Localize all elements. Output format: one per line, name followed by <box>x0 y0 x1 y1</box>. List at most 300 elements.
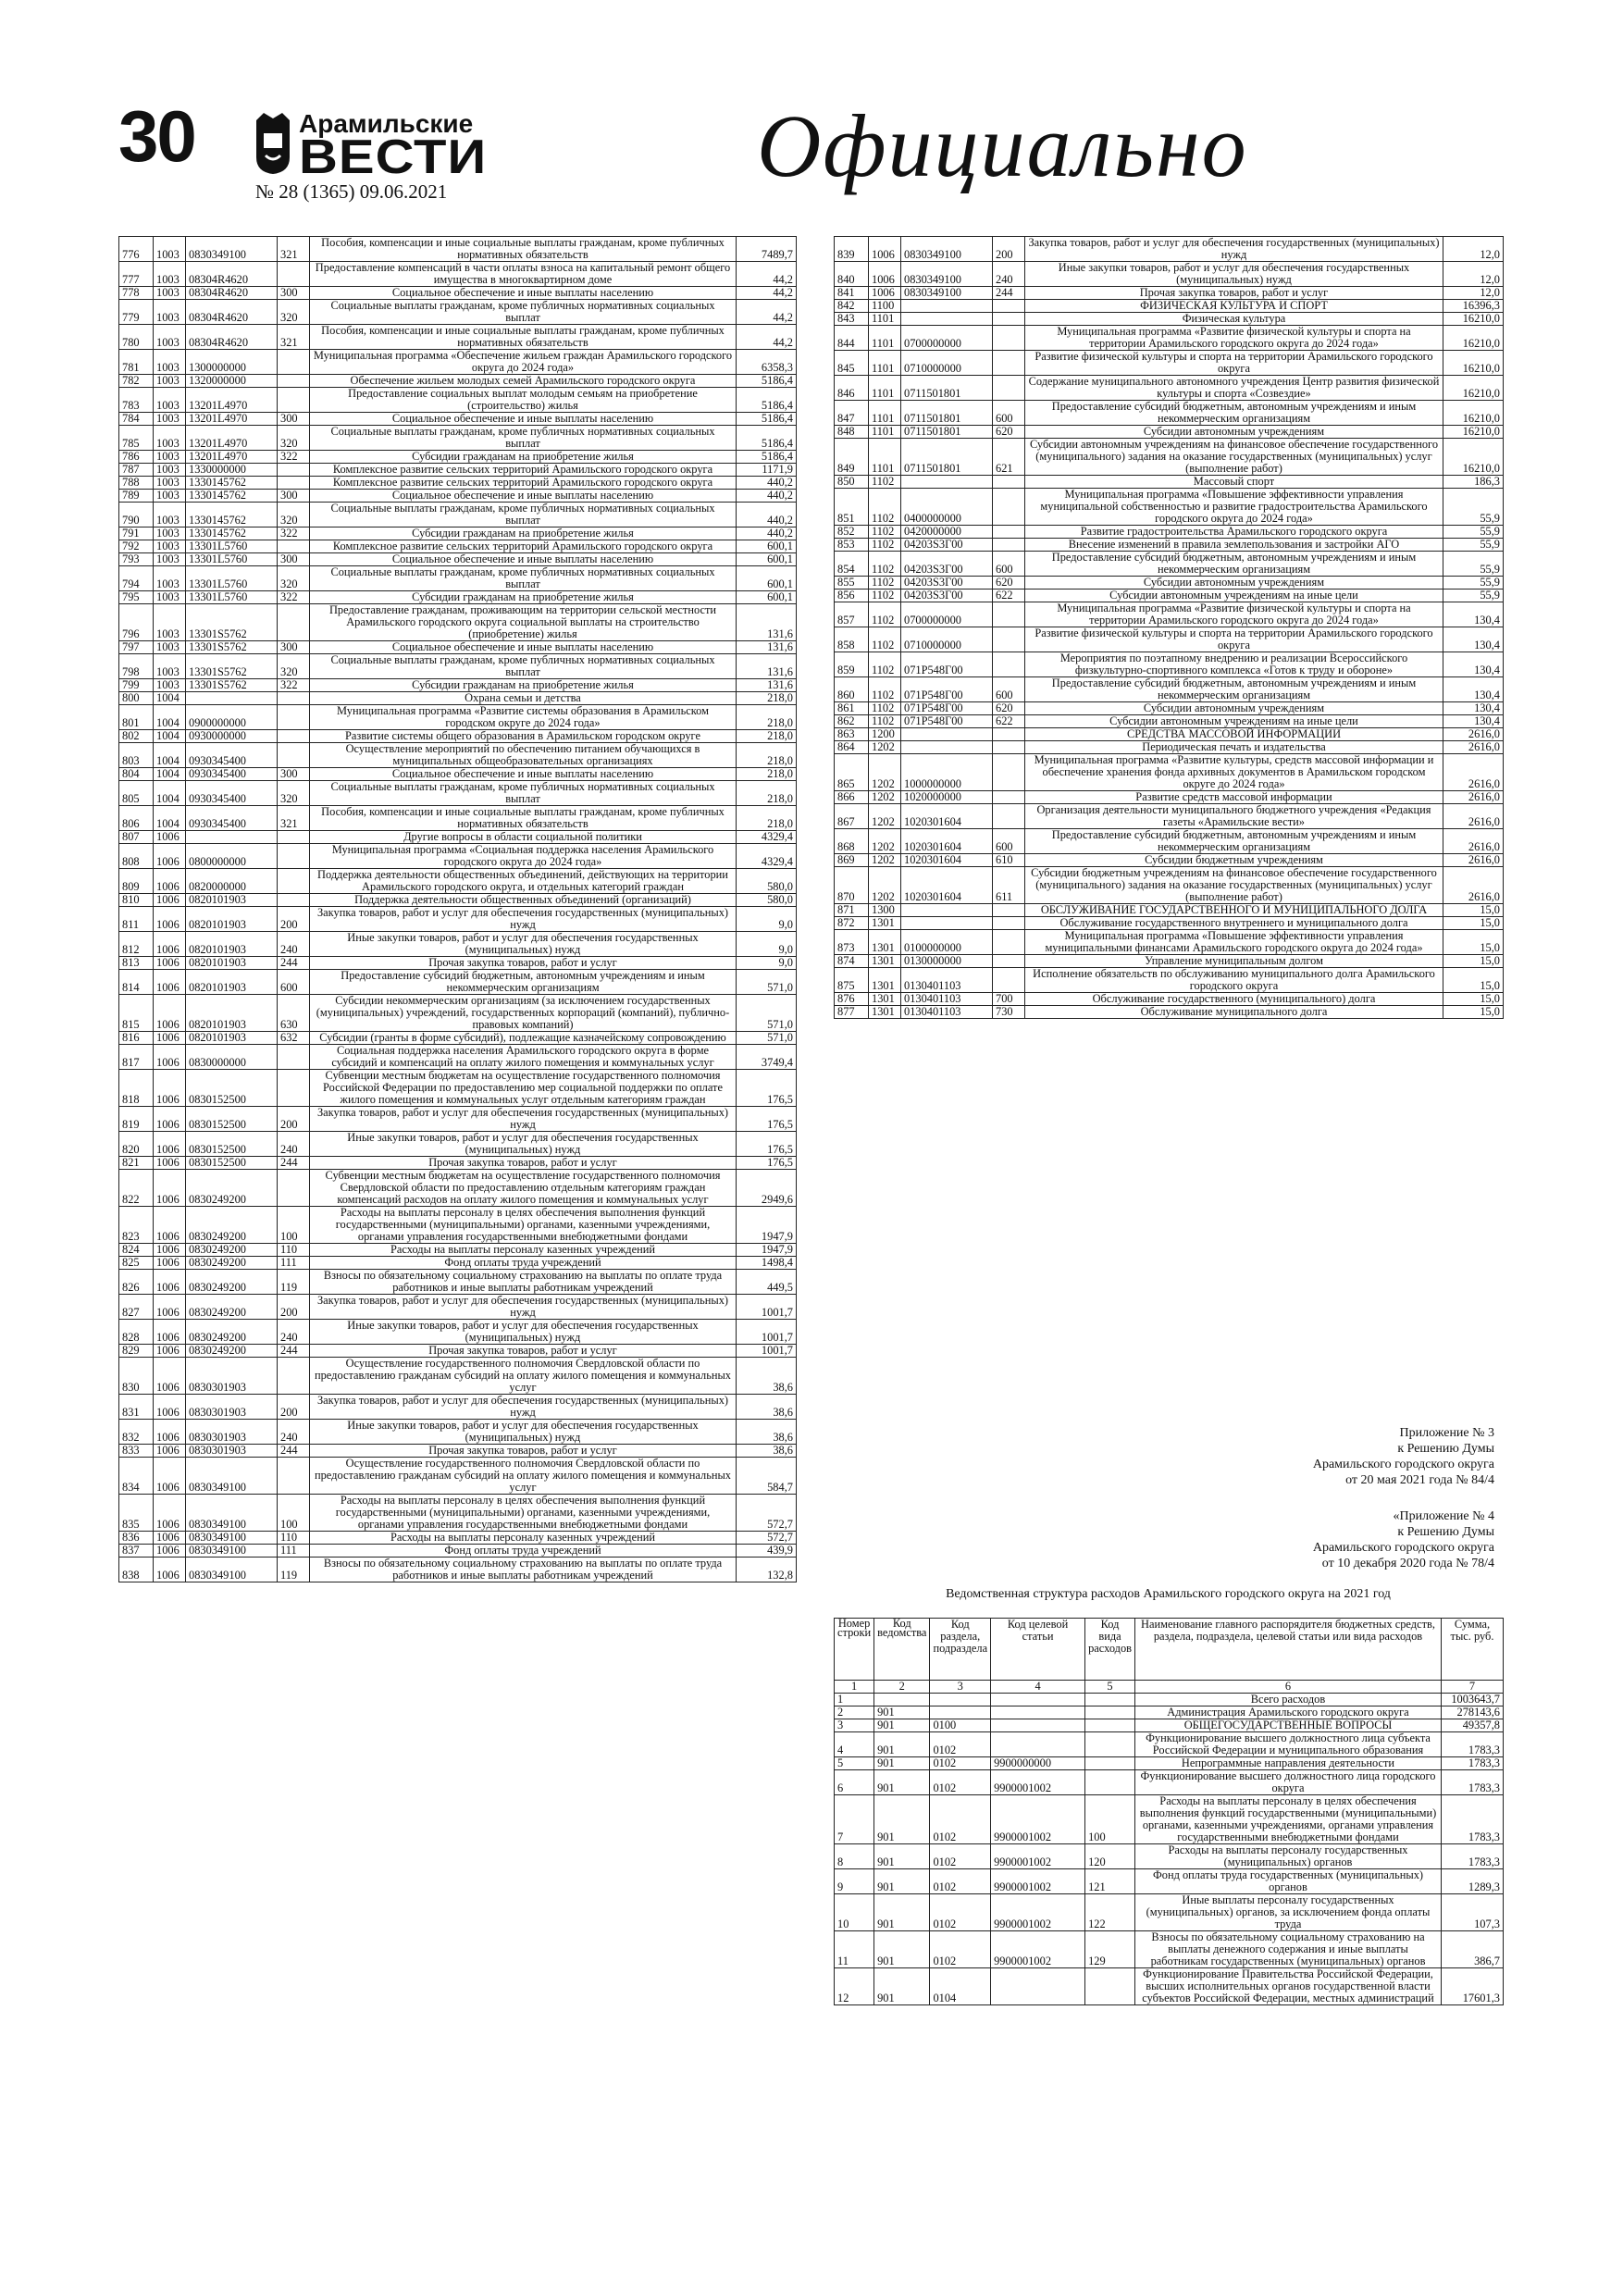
table-cell <box>278 477 310 490</box>
table-cell: ФИЗИЧЕСКАЯ КУЛЬТУРА И СПОРТ <box>1025 300 1443 313</box>
table-cell: 218,0 <box>737 705 797 730</box>
table-cell: 386,7 <box>1442 1931 1504 1968</box>
table-cell: 1101 <box>869 439 901 476</box>
table-cell: СРЕДСТВА МАССОВОЙ ИНФОРМАЦИИ <box>1025 728 1443 741</box>
table-cell: 856 <box>835 590 869 602</box>
table-cell: 0830301903 <box>186 1420 278 1445</box>
table-cell: 863 <box>835 728 869 741</box>
table-cell: Муниципальная программа «Обеспечение жильем граждан Арамильского городского округа до 2024 года» <box>310 350 737 375</box>
table-cell: 322 <box>278 591 310 604</box>
table-row <box>835 590 1504 602</box>
table-cell: 12 <box>835 1968 874 2005</box>
table-cell: 1020301604 <box>901 829 993 854</box>
table-cell: 9900001002 <box>991 1869 1085 1894</box>
table-cell: 1330145762 <box>186 490 278 503</box>
index-cell: 1 <box>835 1681 874 1694</box>
table-cell: ОБЩЕГОСУДАРСТВЕННЫЕ ВОПРОСЫ <box>1135 1719 1442 1732</box>
table-cell: 1101 <box>869 401 901 426</box>
table-cell: 1102 <box>869 476 901 489</box>
table-cell: 44,2 <box>737 262 797 287</box>
table-cell: 130,4 <box>1443 627 1504 652</box>
table-row <box>119 1270 797 1295</box>
table-row <box>119 1532 797 1545</box>
table-cell: 1202 <box>869 867 901 904</box>
table-cell: 1003 <box>154 641 186 654</box>
table-cell: Предоставление субсидий бюджетным, автономным учреждениям и иным некоммерческим организациям <box>310 970 737 995</box>
table-cell: 15,0 <box>1443 917 1504 930</box>
table-cell: Предоставление социальных выплат молодым семьям на приобретение (строительство) жилья <box>310 388 737 413</box>
table-cell: 13201L4970 <box>186 426 278 451</box>
table-cell: 9,0 <box>737 907 797 932</box>
table-cell: 851 <box>835 489 869 526</box>
table-cell: 1301 <box>869 917 901 930</box>
table-cell: 04203S3Г00 <box>901 552 993 577</box>
index-cell: 5 <box>1085 1681 1135 1694</box>
table-row <box>835 930 1504 955</box>
table-cell: 860 <box>835 677 869 702</box>
table-cell: 200 <box>278 907 310 932</box>
coat-of-arms-icon <box>253 111 293 176</box>
table-cell: 8 <box>835 1844 874 1869</box>
table-cell: 600 <box>278 970 310 995</box>
table-cell: 2616,0 <box>1443 854 1504 867</box>
table-cell: 071P548Г00 <box>901 677 993 702</box>
table-cell <box>278 262 310 287</box>
table-cell: 244 <box>278 957 310 970</box>
table-row <box>835 1694 1504 1706</box>
table-cell: Муниципальная программа «Развитие культуры, средств массовой информации и обеспечение хранения фонда архивных документов в Арамильском городском округе до 2024 года» <box>1025 754 1443 791</box>
table-cell: Фонд оплаты труда учреждений <box>310 1545 737 1558</box>
index-cell: 7 <box>1442 1681 1504 1694</box>
table-cell: 13301L5760 <box>186 566 278 591</box>
table-cell: 449,5 <box>737 1270 797 1295</box>
table-cell: 0710000000 <box>901 627 993 652</box>
table-cell: 100 <box>278 1495 310 1532</box>
table-cell: Физическая культура <box>1025 313 1443 326</box>
table-cell: 110 <box>278 1532 310 1545</box>
table-cell: 15,0 <box>1443 904 1504 917</box>
table-cell: 861 <box>835 702 869 715</box>
table-cell: 2616,0 <box>1443 791 1504 804</box>
table-cell: 0100 <box>930 1719 991 1732</box>
table-cell: Взносы по обязательному социальному страхованию на выплаты по оплате труда работников и иные выплаты работникам учреждений <box>310 1270 737 1295</box>
table-cell: Охрана семьи и детства <box>310 692 737 705</box>
table-cell: 9900001002 <box>991 1894 1085 1931</box>
table-row <box>119 553 797 566</box>
table-cell: Субсидии автономным учреждениям <box>1025 702 1443 715</box>
table-cell: Функционирование высшего должностного лица городского округа <box>1135 1770 1442 1795</box>
table-cell: Социальные выплаты гражданам, кроме публичных нормативных социальных выплат <box>310 503 737 527</box>
table-row <box>835 1757 1504 1770</box>
table-row <box>119 426 797 451</box>
table-cell: 818 <box>119 1070 154 1107</box>
table-cell <box>1085 1770 1135 1795</box>
table-cell: 824 <box>119 1244 154 1257</box>
table-cell: Прочая закупка товаров, работ и услуг <box>310 957 737 970</box>
table-cell: 1102 <box>869 627 901 652</box>
table-cell: 1020301604 <box>901 867 993 904</box>
table-row <box>119 464 797 477</box>
table-cell: Внесение изменений в правила землепользования и застройки АГО <box>1025 539 1443 552</box>
table-cell: 130,4 <box>1443 702 1504 715</box>
table-cell: Поддержка деятельности общественных объединений (организаций) <box>310 894 737 907</box>
table-cell: 440,2 <box>737 490 797 503</box>
table-row <box>119 692 797 705</box>
table-row <box>119 894 797 907</box>
table-row <box>835 829 1504 854</box>
table-cell: 621 <box>993 439 1025 476</box>
table-cell: 0830249200 <box>186 1320 278 1345</box>
table-cell: Субсидии гражданам на приобретение жилья <box>310 527 737 540</box>
table-cell: 176,5 <box>737 1107 797 1132</box>
table-cell: Предоставление субсидий бюджетным, автономным учреждениям и иным некоммерческим организациям <box>1025 552 1443 577</box>
table-cell: 1006 <box>869 262 901 287</box>
table-cell: 1006 <box>154 1532 186 1545</box>
table-cell: Иные закупки товаров, работ и услуг для обеспечения государственных (муниципальных) нужд <box>310 1420 737 1445</box>
header-row-number: Номер строки <box>835 1619 874 1681</box>
table-cell: 783 <box>119 388 154 413</box>
table-cell: 801 <box>119 705 154 730</box>
table-cell: 55,9 <box>1443 577 1504 590</box>
table-cell: 176,5 <box>737 1157 797 1170</box>
table-cell: 808 <box>119 844 154 869</box>
table-row <box>119 907 797 932</box>
table-cell: Развитие средств массовой информации <box>1025 791 1443 804</box>
table-cell: 0830349100 <box>186 237 278 262</box>
table-row <box>119 957 797 970</box>
table-cell: 1004 <box>154 705 186 730</box>
table-cell: 785 <box>119 426 154 451</box>
table-row <box>119 540 797 553</box>
table-cell: Другие вопросы в области социальной политики <box>310 831 737 844</box>
table-cell: Взносы по обязательному социальному страхованию на выплаты по оплате труда работников и иные выплаты работникам учреждений <box>310 1558 737 1582</box>
table-cell: 789 <box>119 490 154 503</box>
table-row <box>119 1345 797 1358</box>
table-cell: 13201L4970 <box>186 451 278 464</box>
table-cell: 0700000000 <box>901 326 993 351</box>
table-cell: 901 <box>874 1770 930 1795</box>
table-cell: 300 <box>278 413 310 426</box>
table-row <box>835 728 1504 741</box>
table-row <box>835 1931 1504 1968</box>
table-cell: Муниципальная программа «Социальная поддержка населения Арамильского городского округа до 2024 года» <box>310 844 737 869</box>
table-cell <box>1085 1968 1135 2005</box>
table-cell: Прочая закупка товаров, работ и услуг <box>310 1157 737 1170</box>
table-cell <box>874 1694 930 1706</box>
table-cell: 08304R4620 <box>186 325 278 350</box>
table-cell: 1006 <box>154 1495 186 1532</box>
table-row <box>835 1795 1504 1844</box>
table-cell: 4329,4 <box>737 831 797 844</box>
table-cell: 580,0 <box>737 869 797 894</box>
table-cell: 1003 <box>154 375 186 388</box>
table-cell: 1006 <box>154 1270 186 1295</box>
table-cell: 218,0 <box>737 806 797 831</box>
header-expense-type-code: Код вида расходов <box>1085 1619 1135 1681</box>
table-cell: Пособия, компенсации и иные социальные выплаты гражданам, кроме публичных нормативных обязательств <box>310 806 737 831</box>
table-cell: 10 <box>835 1894 874 1931</box>
table-cell: 1003 <box>154 527 186 540</box>
table-cell <box>278 743 310 768</box>
table-row <box>119 262 797 287</box>
table-cell <box>993 602 1025 627</box>
table-cell: 322 <box>278 679 310 692</box>
table-cell: 0820101903 <box>186 970 278 995</box>
table-cell: 1006 <box>154 1458 186 1495</box>
table-cell: 13301S5762 <box>186 654 278 679</box>
table-cell: 38,6 <box>737 1445 797 1458</box>
table-cell: 244 <box>278 1445 310 1458</box>
table-cell: 1003 <box>154 679 186 692</box>
table-cell: Социальное обеспечение и иные выплаты населению <box>310 768 737 781</box>
table-cell: 44,2 <box>737 287 797 300</box>
table-cell: 787 <box>119 464 154 477</box>
table-cell: 0830301903 <box>186 1358 278 1395</box>
table-row <box>119 1545 797 1558</box>
table-row <box>119 413 797 426</box>
table-cell: 1101 <box>869 326 901 351</box>
table-cell: 0830349100 <box>186 1495 278 1532</box>
table-row <box>119 604 797 641</box>
table-cell: 5186,4 <box>737 388 797 413</box>
table-cell: ОБСЛУЖИВАНИЕ ГОСУДАРСТВЕННОГО И МУНИЦИПАЛЬНОГО ДОЛГА <box>1025 904 1443 917</box>
table-cell: 131,6 <box>737 604 797 641</box>
table-row <box>119 1045 797 1070</box>
table-cell: 865 <box>835 754 869 791</box>
table-cell: Муниципальная программа «Развитие физической культуры и спорта на территории Арамильского городского округа до 2024 года» <box>1025 602 1443 627</box>
table-cell: 0820000000 <box>186 869 278 894</box>
table-cell: 830 <box>119 1358 154 1395</box>
table-cell: Иные закупки товаров, работ и услуг для обеспечения государственных (муниципальных) нужд <box>1025 262 1443 287</box>
table-row <box>835 476 1504 489</box>
table-cell: 04203S3Г00 <box>901 577 993 590</box>
table-cell: Иные закупки товаров, работ и услуг для обеспечения государственных (муниципальных) нужд <box>310 1132 737 1157</box>
table-cell: 12,0 <box>1443 287 1504 300</box>
table-cell: 0830249200 <box>186 1295 278 1320</box>
table-cell: 1202 <box>869 854 901 867</box>
table-cell <box>278 1045 310 1070</box>
table-cell: 17601,3 <box>1442 1968 1504 2005</box>
table-cell: 0102 <box>930 1869 991 1894</box>
table-cell: Предоставление гражданам, проживающим на территории сельской местности Арамильского городского округа социальной выплаты на строительство (приобретение) жилья <box>310 604 737 641</box>
table-row <box>835 237 1504 262</box>
table-cell: 842 <box>835 300 869 313</box>
table-row <box>835 627 1504 652</box>
table-cell: 793 <box>119 553 154 566</box>
table-cell: 847 <box>835 401 869 426</box>
table-cell: 119 <box>278 1558 310 1582</box>
header-target-code: Код целевой статьи <box>991 1619 1085 1681</box>
table-cell <box>278 1070 310 1107</box>
table-cell: 1003 <box>154 325 186 350</box>
table-cell: 0930345400 <box>186 743 278 768</box>
table-cell: 0830152500 <box>186 1132 278 1157</box>
table-cell: 1101 <box>869 426 901 439</box>
table-cell: Развитие физической культуры и спорта на территории Арамильского городского округа <box>1025 627 1443 652</box>
table-cell: 0102 <box>930 1894 991 1931</box>
table-cell: Прочая закупка товаров, работ и услуг <box>1025 287 1443 300</box>
table-cell: 5 <box>835 1757 874 1770</box>
table-cell: 320 <box>278 503 310 527</box>
table-cell: Развитие градостроительства Арамильского городского округа <box>1025 526 1443 539</box>
table-cell: 630 <box>278 995 310 1032</box>
table-cell: 38,6 <box>737 1420 797 1445</box>
table-row <box>119 1558 797 1582</box>
table-cell: 08304R4620 <box>186 300 278 325</box>
table-cell <box>991 1732 1085 1757</box>
table-cell: 240 <box>278 1420 310 1445</box>
table-cell: 781 <box>119 350 154 375</box>
table-cell: Социальное обеспечение и иные выплаты населению <box>310 413 737 426</box>
table-row <box>119 1132 797 1157</box>
table-cell <box>993 791 1025 804</box>
table-cell: 792 <box>119 540 154 553</box>
table-cell: 2616,0 <box>1443 728 1504 741</box>
table-cell: 9900000000 <box>991 1757 1085 1770</box>
table-cell: 6 <box>835 1770 874 1795</box>
table-cell: Предоставление субсидий бюджетным, автономным учреждениям и иным некоммерческим организациям <box>1025 829 1443 854</box>
table-cell: 1001,7 <box>737 1320 797 1345</box>
table-cell: Расходы на выплаты персоналу в целях обеспечения выполнения функций государственными (муниципальными) органами, казенными учреждениями, органами управления государственными внебюджетными фондами <box>1135 1795 1442 1844</box>
appendix-line: Арамильского городского округа <box>1312 1541 1494 1555</box>
table-cell: Расходы на выплаты персоналу в целях обеспечения выполнения функций государственными (муниципальными) органами, казенными учреждениями, органами управления государственными внебюджетными фондами <box>310 1495 737 1532</box>
table-cell: 1003 <box>154 540 186 553</box>
table-cell: 632 <box>278 1032 310 1045</box>
table-cell: 876 <box>835 993 869 1006</box>
table-cell: 855 <box>835 577 869 590</box>
table-cell: Массовый спорт <box>1025 476 1443 489</box>
table-cell: 832 <box>119 1420 154 1445</box>
appendix-line: Приложение № 3 <box>1399 1426 1494 1440</box>
appendix-line: к Решению Думы <box>1397 1442 1494 1456</box>
table-cell: 1020301604 <box>901 804 993 829</box>
table-cell: 0830249200 <box>186 1170 278 1207</box>
table-cell: 120 <box>1085 1844 1135 1869</box>
table-cell: 1020301604 <box>901 854 993 867</box>
table-cell: 1003 <box>154 477 186 490</box>
table-cell <box>993 968 1025 993</box>
table-cell: 240 <box>993 262 1025 287</box>
table-cell: 129 <box>1085 1931 1135 1968</box>
table-cell: 0930345400 <box>186 806 278 831</box>
table-cell: 218,0 <box>737 768 797 781</box>
table-cell: 780 <box>119 325 154 350</box>
table-row <box>835 917 1504 930</box>
table-cell: 821 <box>119 1157 154 1170</box>
table-cell: 0102 <box>930 1844 991 1869</box>
table-cell: 777 <box>119 262 154 287</box>
table-cell: 854 <box>835 552 869 577</box>
table-cell: 1003 <box>154 413 186 426</box>
table-cell: 111 <box>278 1545 310 1558</box>
table-cell: 071P548Г00 <box>901 702 993 715</box>
table-cell <box>993 904 1025 917</box>
table-cell: 15,0 <box>1443 955 1504 968</box>
table-cell <box>278 464 310 477</box>
table-cell <box>1085 1732 1135 1757</box>
table-cell: Субвенции местным бюджетам на осуществление государственного полномочия Свердловской области по предоставлению отдельным категориям граждан компенсаций расходов на оплату жилого помещения и коммунальных услуг <box>310 1170 737 1207</box>
table-cell: 829 <box>119 1345 154 1358</box>
table-cell: 4329,4 <box>737 844 797 869</box>
table-cell: 877 <box>835 1006 869 1019</box>
table-row <box>119 1257 797 1270</box>
table-cell: Муниципальная программа «Развитие системы образования в Арамильском городском округе до 2024 года» <box>310 705 737 730</box>
table-cell: 1783,3 <box>1442 1757 1504 1770</box>
table-cell <box>993 376 1025 401</box>
table-cell: 901 <box>874 1869 930 1894</box>
table-cell: 107,3 <box>1442 1894 1504 1931</box>
table-cell: 176,5 <box>737 1132 797 1157</box>
table-cell: 1100 <box>869 300 901 313</box>
table-cell: 825 <box>119 1257 154 1270</box>
table-cell: 0830249200 <box>186 1244 278 1257</box>
table-cell: Поддержка деятельности общественных объединений, действующих на территории Арамильского городского округа, и отдельных категорий граждан <box>310 869 737 894</box>
index-cell: 6 <box>1135 1681 1442 1694</box>
header-name: Наименование главного распорядителя бюджетных средств, раздела, подраздела, целевой статьи или вида расходов <box>1135 1619 1442 1681</box>
table-cell: 859 <box>835 652 869 677</box>
table-cell: 1006 <box>154 894 186 907</box>
table-cell: 1 <box>835 1694 874 1706</box>
table-cell: 7 <box>835 1795 874 1844</box>
table-cell: 810 <box>119 894 154 907</box>
table-row <box>835 715 1504 728</box>
table-row <box>835 602 1504 627</box>
table-cell: 1101 <box>869 351 901 376</box>
table-cell: 600,1 <box>737 540 797 553</box>
table-cell: 0710000000 <box>901 351 993 376</box>
table-cell <box>993 917 1025 930</box>
table-cell: 1003 <box>154 237 186 262</box>
table-cell: 322 <box>278 527 310 540</box>
table-cell: Пособия, компенсации и иные социальные выплаты гражданам, кроме публичных нормативных обязательств <box>310 325 737 350</box>
table-cell: 15,0 <box>1443 930 1504 955</box>
table-cell: Социальные выплаты гражданам, кроме публичных нормативных социальных выплат <box>310 781 737 806</box>
table-cell <box>901 476 993 489</box>
table-row <box>119 869 797 894</box>
table-cell: 100 <box>1085 1795 1135 1844</box>
table-cell <box>278 1458 310 1495</box>
table-cell: 846 <box>835 376 869 401</box>
table-cell: 812 <box>119 932 154 957</box>
table-cell: 839 <box>835 237 869 262</box>
table-cell: 1301 <box>869 993 901 1006</box>
table-cell: 857 <box>835 602 869 627</box>
table-cell: 440,2 <box>737 503 797 527</box>
table-row <box>119 641 797 654</box>
table-cell: 871 <box>835 904 869 917</box>
table-cell: Предоставление компенсаций в части оплаты взноса на капитальный ремонт общего имущества в многоквартирном доме <box>310 262 737 287</box>
table-cell: 3 <box>835 1719 874 1732</box>
table-cell: 0830152500 <box>186 1107 278 1132</box>
table-cell: 1947,9 <box>737 1244 797 1257</box>
table-cell <box>993 300 1025 313</box>
table-cell: 1301 <box>869 955 901 968</box>
table-cell: 1006 <box>154 1170 186 1207</box>
table-cell: 15,0 <box>1443 968 1504 993</box>
table-cell: 823 <box>119 1207 154 1244</box>
table-cell: 2949,6 <box>737 1170 797 1207</box>
table-row <box>119 1107 797 1132</box>
table-cell: 822 <box>119 1170 154 1207</box>
table-cell <box>901 904 993 917</box>
table-cell: 901 <box>874 1968 930 2005</box>
table-cell: 788 <box>119 477 154 490</box>
table-cell: 0800000000 <box>186 844 278 869</box>
table-cell: Социальное обеспечение и иные выплаты населению <box>310 641 737 654</box>
table-cell: 0830249200 <box>186 1257 278 1270</box>
table-row <box>119 477 797 490</box>
table-cell: 850 <box>835 476 869 489</box>
